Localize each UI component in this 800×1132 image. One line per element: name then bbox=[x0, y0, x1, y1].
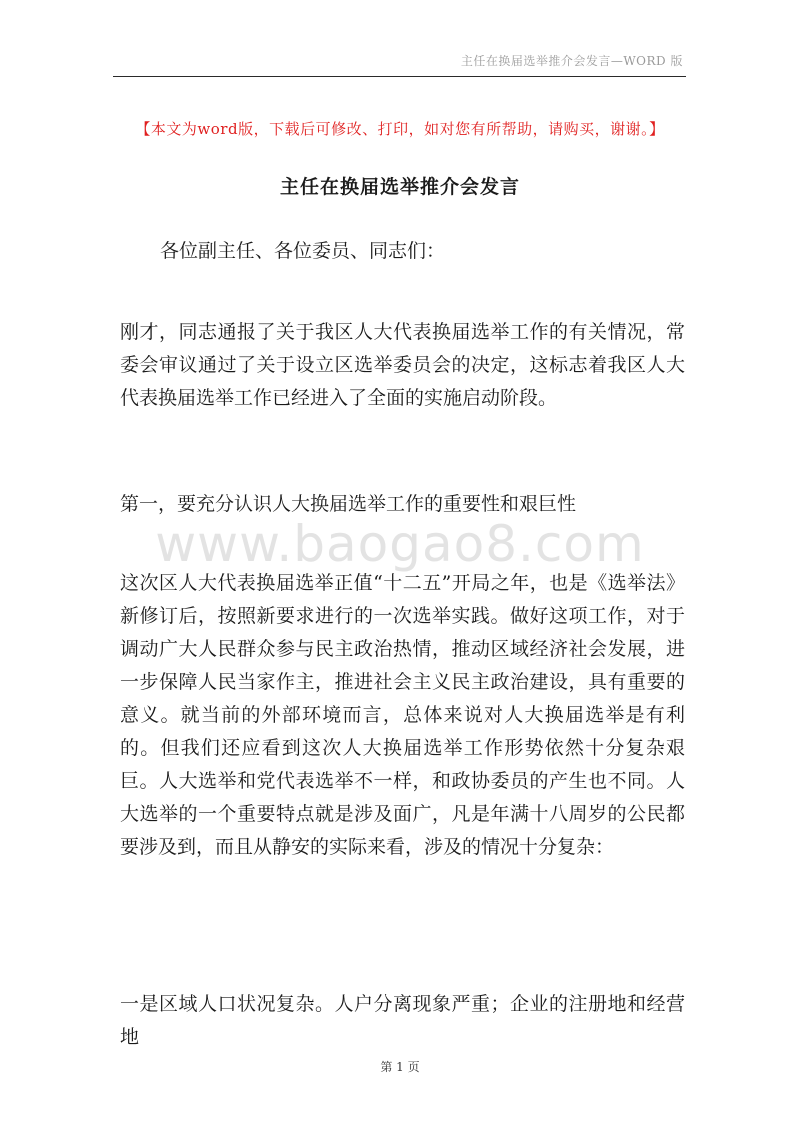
paragraph-intro: 刚才，同志通报了关于我区人大代表换届选举工作的有关情况，常委会审议通过了关于设立区选举委员会的决定，这标志着我区人大代表换届选举工作已经进入了全面的实施启动阶段。 bbox=[120, 321, 685, 409]
salutation: 各位副主任、各位委员、同志们： bbox=[160, 240, 446, 262]
running-header: 主任在换届选举推介会发言—WORD 版 bbox=[460, 54, 683, 68]
paragraph-body: 这次区人大代表换届选举正值“十二五”开局之年，也是《选举法》新修订后，按照新要求进行的一次选举实践。做好这项工作，对于调动广大人民群众参与民主政治热情，推动区域经济社会发展，进一步保障人民当家作主，推进社会主义民主政治建设，具有重要的意义。就当前的外部环境而言，总体来说对人大换届选举是有利的。但我们还应看到这次人大换届选举工作形势依然十分复杂艰巨。人大选举和党代表选举不一样，和政协委员的产生也不同。人大选举的一个重要特点就是涉及面广，凡是年满十八周岁的公民都要涉及到，而且从静安的实际来看，涉及的情况十分复杂： bbox=[120, 572, 685, 858]
section-heading: 第一，要充分认识人大换届选举工作的重要性和艰巨性 bbox=[120, 493, 577, 515]
header-divider bbox=[113, 76, 686, 77]
paragraph-point-one: 一是区域人口状况复杂。人户分离现象严重；企业的注册地和经营地 bbox=[120, 993, 685, 1048]
page-number: 第 1 页 bbox=[380, 1060, 420, 1074]
document-title: 主任在换届选举推介会发言 bbox=[279, 176, 520, 198]
watermark: www.baogao8.com bbox=[155, 515, 645, 573]
purchase-notice: 【本文为word版，下载后可修改、打印，如对您有所帮助，请购买，谢谢。】 bbox=[135, 120, 665, 138]
